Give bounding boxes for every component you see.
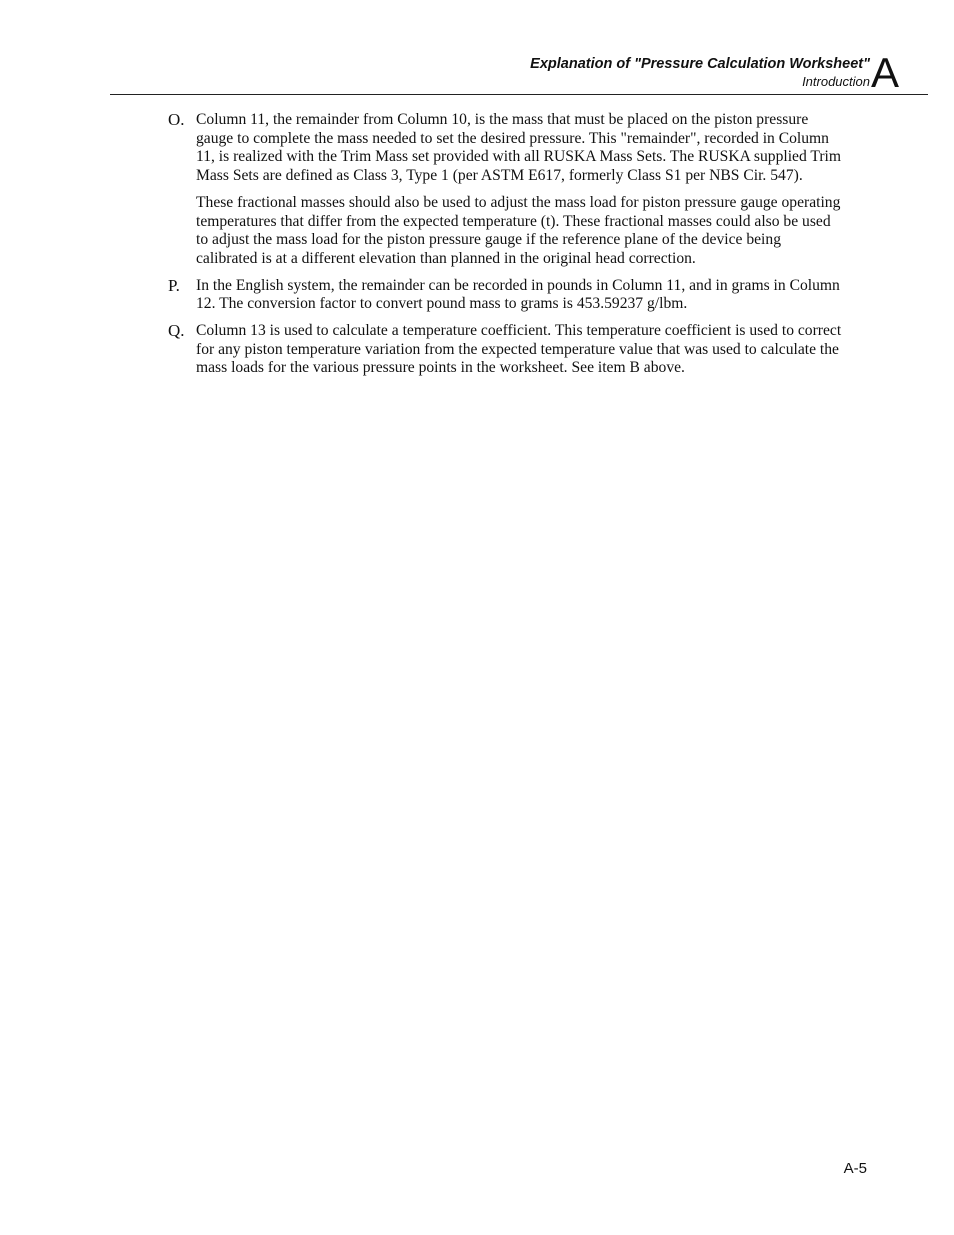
header-title: Explanation of "Pressure Calculation Worksheet" bbox=[530, 56, 870, 72]
page-header bbox=[0, 0, 954, 100]
item-paragraph: Column 11, the remainder from Column 10, is the mass that must be placed on the piston pressure gauge to complete the mass needed to set the desired pressure. This "remainder", recorded in Column 11, is realized with the Trim Mass set provided with all RUSKA Mass Sets. The RUSKA supplied Trim Mass Sets are defined as Class 3, Type 1 (per ASTM E617, formerly Class S1 per NBS Cir. 547). bbox=[196, 111, 841, 185]
item-paragraph: In the English system, the remainder can be recorded in pounds in Column 11, and in grams in Column 12. The conversion factor to convert pound mass to grams is 453.59237 g/lbm. bbox=[196, 276, 840, 313]
appendix-letter: A bbox=[871, 49, 900, 96]
item-letter: O. bbox=[168, 110, 185, 129]
page-number: A-5 bbox=[843, 1160, 867, 1177]
list-item-o bbox=[168, 111, 844, 269]
item-letter: Q. bbox=[168, 321, 185, 341]
list-item-p bbox=[168, 277, 844, 314]
header-text-block bbox=[530, 55, 870, 90]
list-item-q bbox=[168, 322, 844, 378]
header-subtitle: Introduction bbox=[802, 74, 870, 89]
item-paragraph: These fractional masses should also be used to adjust the mass load for piston pressure gauge operating temperatures that differ from the expected temperature (t). These fractional masses could also be used to adjust the mass load for the piston pressure gauge if the reference plane of the device being calibrated is at a different elevation than planned in the original head correction. bbox=[196, 193, 841, 267]
item-letter: P. bbox=[168, 275, 180, 295]
header-divider bbox=[110, 94, 928, 95]
item-paragraph: Column 13 is used to calculate a temperature coefficient. This temperature coefficient is used to correct for any piston temperature variation from the expected temperature value that was used to calculate the mass loads for the various pressure points in the worksheet. See item B above. bbox=[196, 322, 842, 377]
document-body bbox=[168, 111, 844, 386]
